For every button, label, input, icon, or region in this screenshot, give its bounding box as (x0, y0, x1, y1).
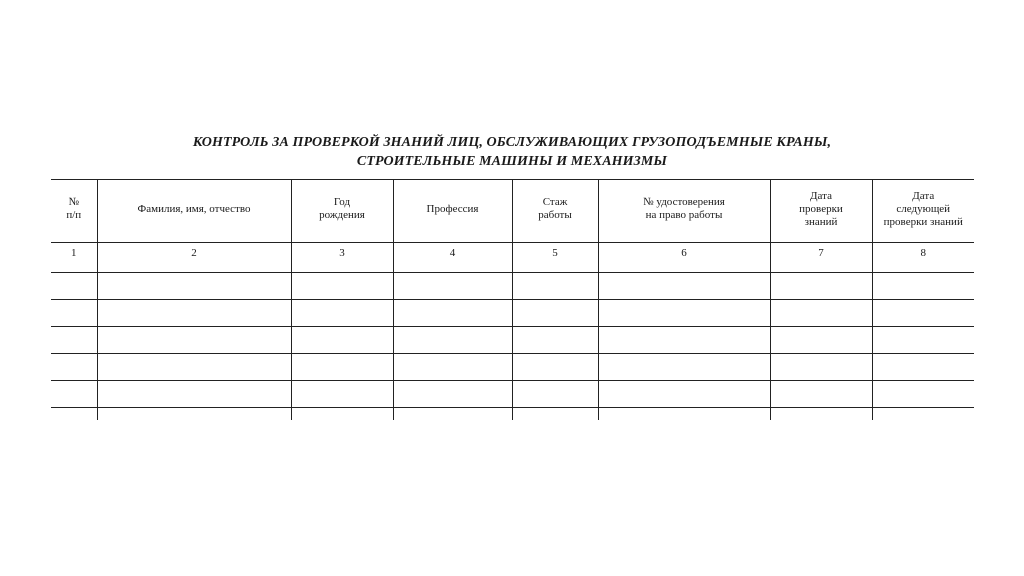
header-experience-line-1: Стаж (542, 196, 568, 208)
empty-cell (872, 354, 974, 381)
empty-cell (872, 273, 974, 300)
empty-cell (512, 408, 598, 421)
empty-cell (770, 273, 872, 300)
knowledge-check-table (51, 179, 974, 420)
empty-cell (598, 273, 770, 300)
empty-cell (512, 354, 598, 381)
empty-cell (512, 273, 598, 300)
title-line-1: КОНТРОЛЬ ЗА ПРОВЕРКОЙ ЗНАНИЙ ЛИЦ, ОБСЛУЖИВАЮЩИХ ГРУЗОПОДЪЕМНЫЕ КРАНЫ, (192, 135, 832, 150)
empty-cell (770, 327, 872, 354)
empty-cell (393, 300, 512, 327)
header-check-date-line-2: проверки (799, 202, 843, 215)
empty-cell (97, 273, 291, 300)
empty-cell (872, 408, 974, 421)
header-certificate-number-line-2: на право работы (645, 209, 723, 221)
header-row-number (51, 180, 97, 243)
empty-cell (770, 300, 872, 327)
header-next-check-date (872, 180, 974, 243)
table-row (51, 381, 974, 408)
empty-cell (51, 327, 97, 354)
table-row (51, 354, 974, 381)
empty-cell (291, 381, 393, 408)
empty-cell (393, 327, 512, 354)
column-number: 2 (97, 243, 291, 273)
empty-cell (770, 354, 872, 381)
table-header-row (51, 180, 974, 243)
column-number-row (51, 243, 974, 273)
header-certificate-number-line-1: № удостоверения (643, 196, 725, 208)
document-title (0, 133, 1024, 171)
header-birth-year-line-1: Год (333, 196, 351, 208)
empty-cell (97, 300, 291, 327)
column-number: 8 (872, 243, 974, 273)
empty-cell (393, 273, 512, 300)
empty-cell (97, 327, 291, 354)
table-row (51, 300, 974, 327)
empty-cell (512, 300, 598, 327)
header-profession-line-1: Профессия (426, 202, 479, 215)
empty-cell (598, 327, 770, 354)
empty-cell (51, 408, 97, 421)
empty-cell (97, 408, 291, 421)
header-row-number-line-2: п/п (66, 209, 82, 221)
column-number: 3 (291, 243, 393, 273)
header-check-date-line-1: Дата (810, 189, 832, 202)
empty-cell (872, 327, 974, 354)
table-row (51, 408, 974, 421)
empty-cell (51, 273, 97, 300)
empty-cell (598, 408, 770, 421)
header-full-name-line-1: Фамилия, имя, отчество (137, 202, 251, 215)
empty-cell (872, 300, 974, 327)
empty-cell (393, 354, 512, 381)
header-profession (393, 180, 512, 243)
empty-cell (598, 354, 770, 381)
empty-cell (51, 354, 97, 381)
column-number: 7 (770, 243, 872, 273)
empty-cell (512, 327, 598, 354)
header-next-check-date-line-1: Дата (912, 189, 935, 202)
empty-cell (770, 408, 872, 421)
empty-cell (512, 381, 598, 408)
empty-cell (598, 381, 770, 408)
column-number: 4 (393, 243, 512, 273)
header-row-number-line-1: № (68, 196, 79, 208)
title-line-2: СТРОИТЕЛЬНЫЕ МАШИНЫ И МЕХАНИЗМЫ (356, 154, 668, 169)
table-row (51, 273, 974, 300)
header-certificate-number (598, 180, 770, 243)
header-experience-line-2: работы (538, 209, 572, 221)
column-number: 1 (51, 243, 97, 273)
empty-cell (97, 354, 291, 381)
empty-cell (393, 381, 512, 408)
empty-cell (291, 327, 393, 354)
header-check-date (770, 180, 872, 243)
empty-cell (51, 381, 97, 408)
empty-cell (97, 381, 291, 408)
empty-cell (872, 381, 974, 408)
empty-cell (393, 408, 512, 421)
header-birth-year (291, 180, 393, 243)
header-full-name (97, 180, 291, 243)
table-row (51, 327, 974, 354)
empty-cell (291, 354, 393, 381)
header-experience (512, 180, 598, 243)
column-number: 6 (598, 243, 770, 273)
empty-cell (291, 300, 393, 327)
column-number: 5 (512, 243, 598, 273)
empty-cell (291, 273, 393, 300)
empty-cell (770, 381, 872, 408)
header-birth-year-line-2: рождения (319, 209, 365, 221)
header-next-check-date-line-2: следующей (896, 202, 951, 215)
header-check-date-line-3: знаний (804, 215, 838, 228)
empty-cell (598, 300, 770, 327)
empty-cell (51, 300, 97, 327)
header-next-check-date-line-3: проверки знаний (883, 215, 963, 228)
empty-cell (291, 408, 393, 421)
